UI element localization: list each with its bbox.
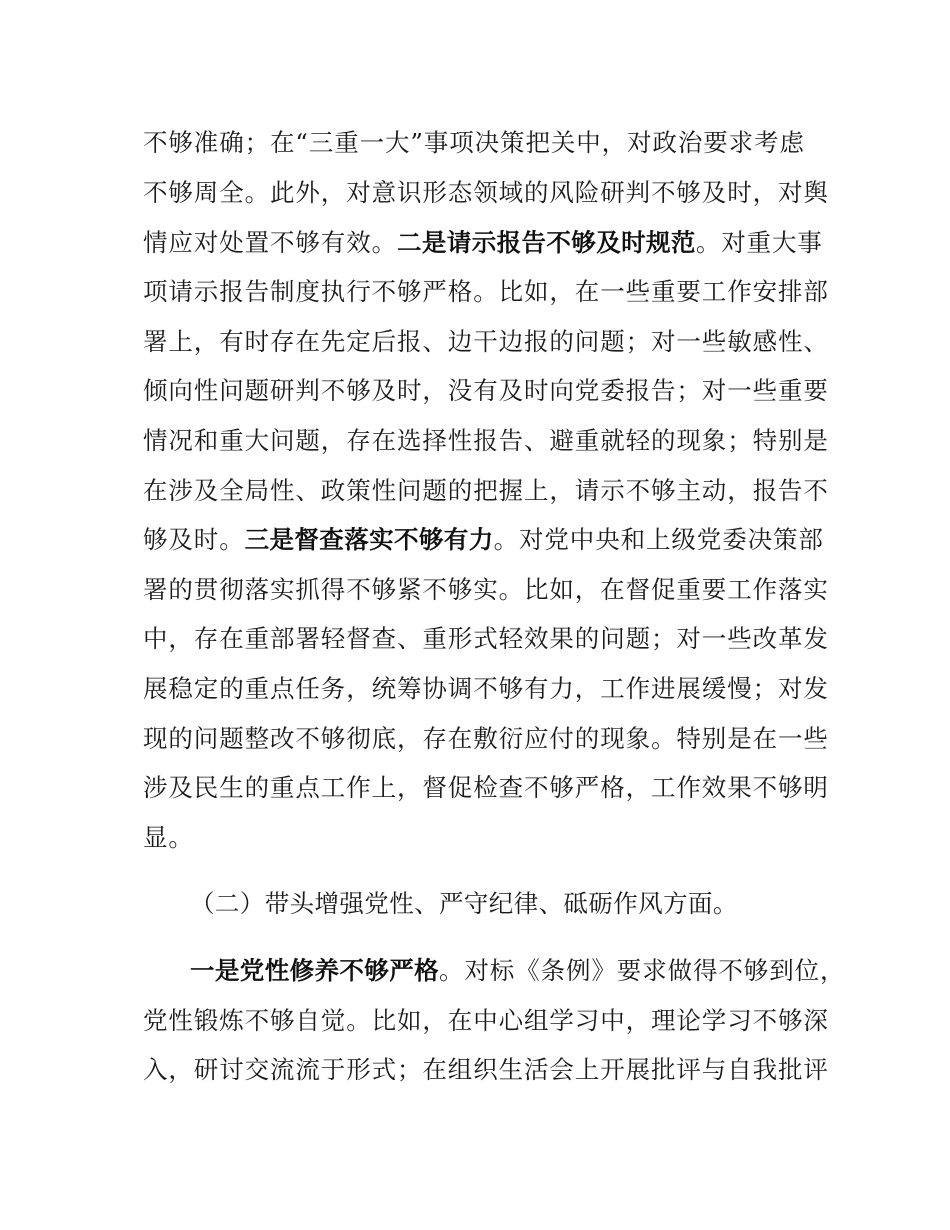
text-line: 显。 bbox=[143, 823, 194, 852]
text-line: 展稳定的重点任务，统筹协调不够有力，工作进展缓慢；对发 bbox=[143, 674, 829, 703]
text-line bbox=[143, 225, 823, 261]
text-run: 。对党中央和上级党委决策部 bbox=[493, 525, 824, 554]
bold-point-title: 二是请示报告不够及时规范 bbox=[397, 228, 696, 257]
text-run: 。对重大事 bbox=[695, 228, 823, 257]
text-line: 署的贯彻落实抓得不够紧不够实。比如，在督促重要工作落实 bbox=[143, 575, 829, 604]
text-line: 不够周全。此外，对意识形态领域的风险研判不够及时，对舆 bbox=[143, 178, 829, 207]
text-line: 情况和重大问题，存在选择性报告、避重就轻的现象；特别是 bbox=[143, 426, 829, 455]
bold-point-title: 三是督查落实不够有力 bbox=[244, 525, 494, 554]
text-run: 够及时。 bbox=[143, 525, 245, 554]
text-run: 。对标《条例》要求做得不够到位， bbox=[439, 956, 846, 985]
text-line: 中，存在重部署轻督查、重形式轻效果的问题；对一些改革发 bbox=[143, 624, 829, 653]
text-line bbox=[190, 953, 845, 989]
text-line: 入，研讨交流流于形式；在组织生活会上开展批评与自我批评 bbox=[143, 1055, 829, 1084]
text-line bbox=[143, 522, 824, 558]
text-line: 现的问题整改不够彻底，存在敷衍应付的现象。特别是在一些 bbox=[143, 724, 829, 753]
text-run: 情应对处置不够有效。 bbox=[143, 228, 397, 257]
bold-point-title: 一是党性修养不够严格 bbox=[190, 956, 439, 985]
text-line: 署上，有时存在先定后报、边干边报的问题；对一些敏感性、 bbox=[143, 327, 829, 356]
text-line: 不够准确；在“三重一大”事项决策把关中，对政治要求考虑 bbox=[143, 128, 805, 157]
text-line: 项请示报告制度执行不够严格。比如，在一些重要工作安排部 bbox=[143, 277, 829, 306]
text-line: 倾向性问题研判不够及时，没有及时向党委报告；对一些重要 bbox=[143, 376, 829, 405]
section-heading: （二）带头增强党性、严守纪律、砥砺作风方面。 bbox=[190, 889, 738, 918]
text-line: 在涉及全局性、政策性问题的把握上，请示不够主动，报告不 bbox=[143, 476, 829, 505]
text-line: 党性锻炼不够自觉。比如，在中心组学习中，理论学习不够深 bbox=[143, 1006, 829, 1035]
text-line: 涉及民生的重点工作上，督促检查不够严格，工作效果不够明 bbox=[143, 773, 829, 802]
